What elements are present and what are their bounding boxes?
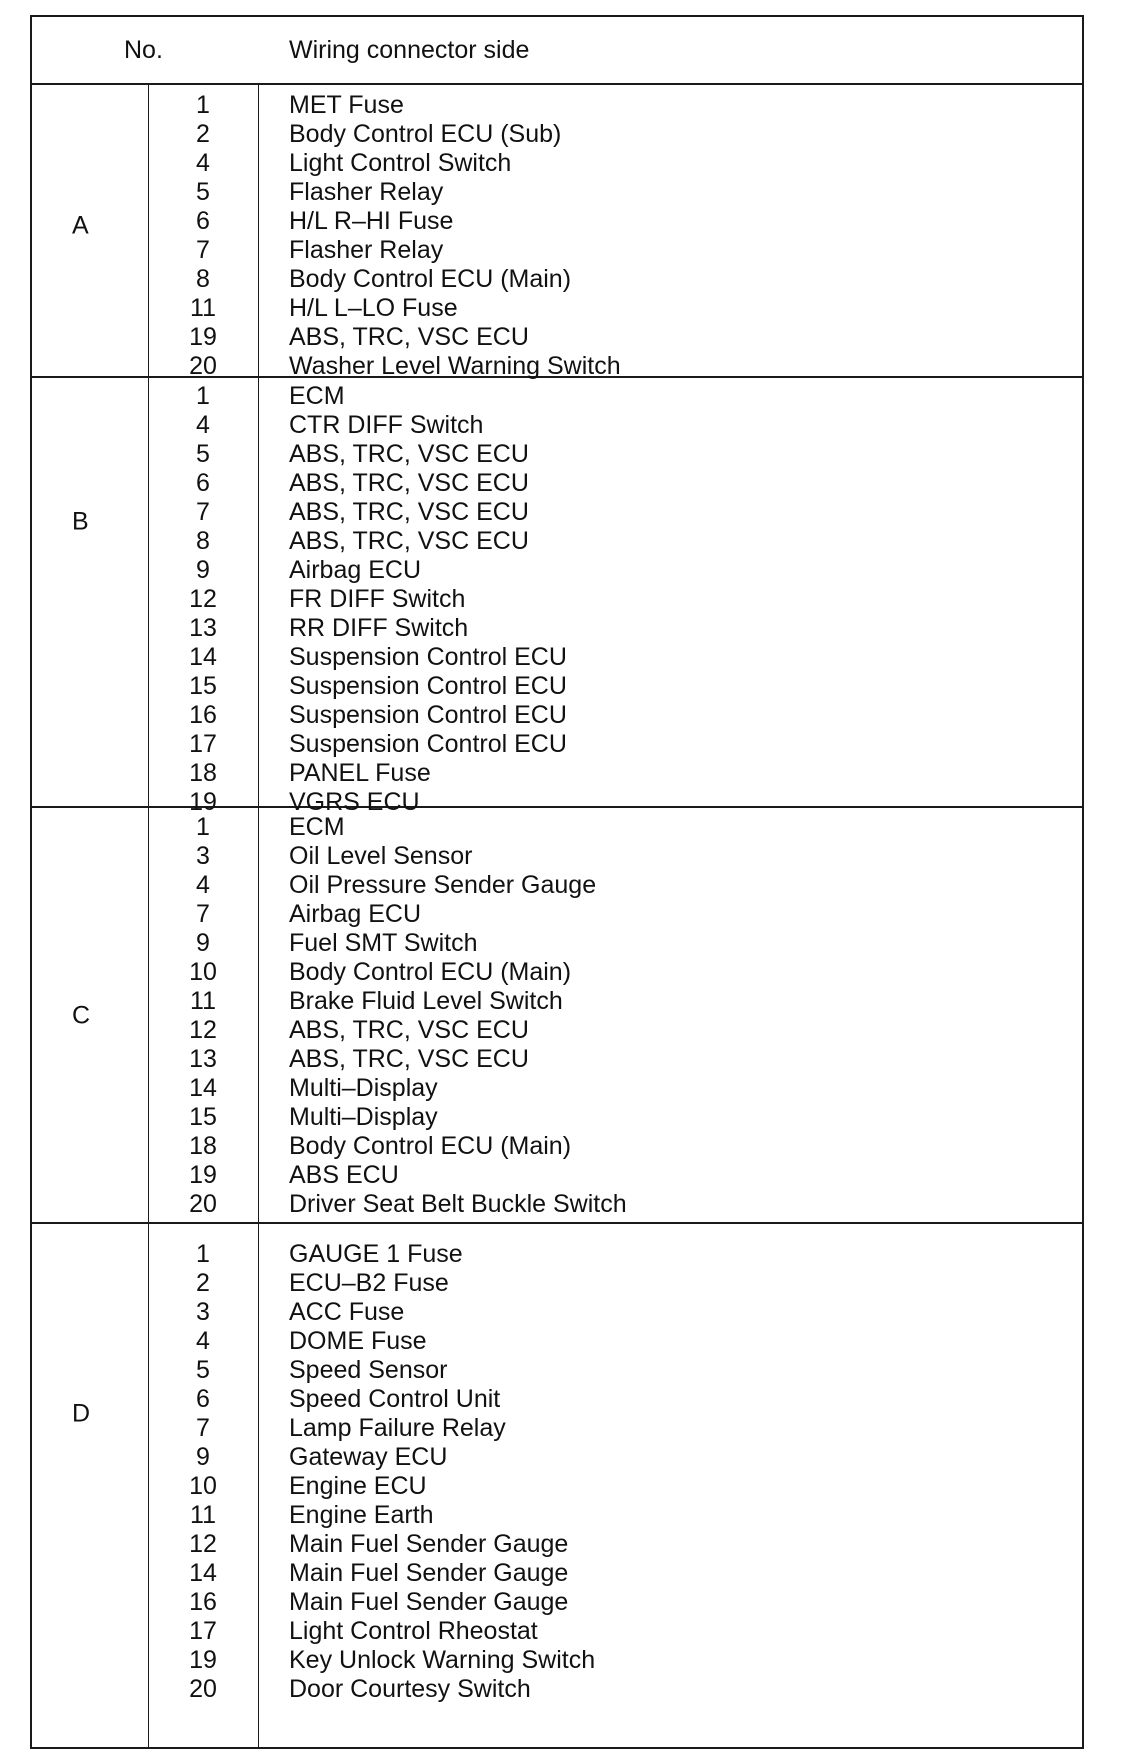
connector-name: Key Unlock Warning Switch — [289, 1646, 596, 1674]
connector-name: Body Control ECU (Sub) — [289, 120, 562, 148]
pin-number: 11 — [190, 987, 216, 1015]
table-row — [32, 643, 1082, 672]
table-row — [32, 498, 1082, 527]
table-row — [32, 1530, 1082, 1559]
pin-number: 14 — [189, 1074, 217, 1102]
pin-number: 20 — [189, 1675, 217, 1703]
pin-number: 10 — [189, 1472, 217, 1500]
table-row — [32, 1269, 1082, 1298]
pin-number: 12 — [189, 585, 217, 613]
pin-number: 6 — [196, 1385, 210, 1413]
pin-number: 8 — [196, 265, 210, 293]
table-row — [32, 842, 1082, 871]
pin-number: 7 — [196, 900, 210, 928]
table-row — [32, 1414, 1082, 1443]
table-row — [32, 759, 1082, 788]
table-header — [32, 17, 1082, 85]
pin-number: 1 — [196, 382, 210, 410]
connector-name: ABS, TRC, VSC ECU — [289, 1016, 529, 1044]
connector-name: Speed Sensor — [289, 1356, 448, 1384]
pin-number: 5 — [196, 440, 210, 468]
table-row — [32, 91, 1082, 120]
pin-number: 1 — [196, 1240, 210, 1268]
table-row — [32, 730, 1082, 759]
pin-number: 4 — [196, 871, 210, 899]
table-row — [32, 1190, 1082, 1219]
connector-name: Oil Pressure Sender Gauge — [289, 871, 597, 899]
pin-number: 15 — [189, 672, 217, 700]
section-rows — [32, 813, 1082, 1219]
section-rows — [32, 382, 1082, 817]
connector-name: ACC Fuse — [289, 1298, 405, 1326]
pin-number: 2 — [196, 120, 210, 148]
pin-number: 1 — [196, 91, 210, 119]
pin-number: 20 — [189, 1190, 217, 1218]
connector-name: Body Control ECU (Main) — [289, 958, 572, 986]
table-row — [32, 813, 1082, 842]
table-row — [32, 672, 1082, 701]
pin-number: 3 — [196, 1298, 210, 1326]
section-letter: D — [72, 1399, 91, 1428]
table-row — [32, 1559, 1082, 1588]
pin-number: 13 — [189, 1045, 217, 1073]
connector-name: Oil Level Sensor — [289, 842, 473, 870]
table-row — [32, 1385, 1082, 1414]
table-row — [32, 323, 1082, 352]
pin-number: 19 — [189, 788, 217, 816]
connector-name: ABS, TRC, VSC ECU — [289, 527, 529, 555]
connector-name: ABS, TRC, VSC ECU — [289, 440, 529, 468]
connector-name: ABS, TRC, VSC ECU — [289, 1045, 529, 1073]
pin-number: 5 — [196, 178, 210, 206]
table-row — [32, 1103, 1082, 1132]
connector-name: Suspension Control ECU — [289, 672, 567, 700]
pin-number: 13 — [189, 614, 217, 642]
table-row — [32, 1501, 1082, 1530]
table-row — [32, 701, 1082, 730]
pin-number: 16 — [189, 701, 217, 729]
connector-name: PANEL Fuse — [289, 759, 431, 787]
pin-number: 19 — [189, 1646, 217, 1674]
pin-number: 8 — [196, 527, 210, 555]
table-row — [32, 149, 1082, 178]
pin-number: 19 — [189, 1161, 217, 1189]
table-row — [32, 1472, 1082, 1501]
connector-name: ABS ECU — [289, 1161, 399, 1189]
table-row — [32, 1161, 1082, 1190]
pin-number: 12 — [189, 1530, 217, 1558]
table-row — [32, 1074, 1082, 1103]
connector-name: Flasher Relay — [289, 236, 444, 264]
section-d — [32, 1224, 1082, 1747]
connector-name: MET Fuse — [289, 91, 404, 119]
connector-name: Main Fuel Sender Gauge — [289, 1588, 569, 1616]
table-row — [32, 120, 1082, 149]
pin-number: 11 — [190, 1501, 216, 1529]
connector-name: Flasher Relay — [289, 178, 444, 206]
connector-name: Body Control ECU (Main) — [289, 1132, 572, 1160]
connector-name: Suspension Control ECU — [289, 730, 567, 758]
pin-number: 4 — [196, 1327, 210, 1355]
pin-number: 17 — [189, 730, 217, 758]
pin-number: 4 — [196, 411, 210, 439]
connector-name: H/L R–HI Fuse — [289, 207, 454, 235]
connector-name: ABS, TRC, VSC ECU — [289, 498, 529, 526]
connector-name: DOME Fuse — [289, 1327, 427, 1355]
connector-name: Fuel SMT Switch — [289, 929, 478, 957]
table-row — [32, 527, 1082, 556]
table-row — [32, 1617, 1082, 1646]
connector-name: RR DIFF Switch — [289, 614, 469, 642]
connector-name: ABS, TRC, VSC ECU — [289, 323, 529, 351]
table-row — [32, 929, 1082, 958]
table-row — [32, 1045, 1082, 1074]
connector-name: Main Fuel Sender Gauge — [289, 1530, 569, 1558]
section-letter: A — [72, 211, 89, 240]
connector-name: ECU–B2 Fuse — [289, 1269, 449, 1297]
connector-name: Multi–Display — [289, 1103, 438, 1131]
section-rows — [32, 91, 1082, 381]
connector-name: VGRS ECU — [289, 788, 420, 816]
pin-number: 14 — [189, 1559, 217, 1587]
connector-name: Driver Seat Belt Buckle Switch — [289, 1190, 627, 1218]
table-row — [32, 1132, 1082, 1161]
table-row — [32, 352, 1082, 381]
pin-number: 3 — [196, 842, 210, 870]
pin-number: 20 — [189, 352, 217, 380]
table-row — [32, 556, 1082, 585]
pin-number: 9 — [196, 1443, 210, 1471]
connector-name: Washer Level Warning Switch — [289, 352, 621, 380]
table-row — [32, 1356, 1082, 1385]
section-b — [32, 378, 1082, 816]
section-letter: B — [72, 507, 89, 536]
connector-name: Airbag ECU — [289, 900, 421, 928]
connector-name: FR DIFF Switch — [289, 585, 466, 613]
connector-name: ECM — [289, 813, 345, 841]
pin-number: 11 — [190, 294, 216, 322]
section-rows — [32, 1240, 1082, 1704]
connector-name: Brake Fluid Level Switch — [289, 987, 563, 1015]
connector-name: Body Control ECU (Main) — [289, 265, 572, 293]
table-row — [32, 1016, 1082, 1045]
connector-name: Lamp Failure Relay — [289, 1414, 506, 1442]
table-row — [32, 1240, 1082, 1269]
connector-name: Suspension Control ECU — [289, 701, 567, 729]
pin-number: 1 — [196, 813, 210, 841]
table-row — [32, 1327, 1082, 1356]
table-row — [32, 958, 1082, 987]
pin-number: 17 — [189, 1617, 217, 1645]
table-row — [32, 294, 1082, 323]
pin-number: 19 — [189, 323, 217, 351]
table-row — [32, 178, 1082, 207]
section-a — [32, 85, 1082, 378]
table-row — [32, 871, 1082, 900]
pin-number: 18 — [189, 759, 217, 787]
connector-name: GAUGE 1 Fuse — [289, 1240, 463, 1268]
pin-number: 9 — [196, 929, 210, 957]
table-row — [32, 1443, 1082, 1472]
connector-name: Airbag ECU — [289, 556, 421, 584]
connector-name: CTR DIFF Switch — [289, 411, 484, 439]
table-row — [32, 1588, 1082, 1617]
pin-number: 10 — [189, 958, 217, 986]
table-row — [32, 1646, 1082, 1675]
header-no-label: No. — [124, 36, 163, 64]
pin-number: 18 — [189, 1132, 217, 1160]
table-row — [32, 469, 1082, 498]
header-wiring-label: Wiring connector side — [289, 36, 530, 64]
connector-name: Door Courtesy Switch — [289, 1675, 531, 1703]
table-row — [32, 900, 1082, 929]
connector-name: Engine ECU — [289, 1472, 427, 1500]
connector-name: H/L L–LO Fuse — [289, 294, 458, 322]
pin-number: 6 — [196, 207, 210, 235]
table-row — [32, 236, 1082, 265]
table-row — [32, 614, 1082, 643]
table-row — [32, 1298, 1082, 1327]
table-row — [32, 382, 1082, 411]
connector-name: ECM — [289, 382, 345, 410]
pin-number: 16 — [189, 1588, 217, 1616]
pin-number: 2 — [196, 1269, 210, 1297]
table-row — [32, 1675, 1082, 1704]
table-row — [32, 207, 1082, 236]
pin-number: 6 — [196, 469, 210, 497]
connector-name: Speed Control Unit — [289, 1385, 501, 1413]
section-c — [32, 808, 1082, 1224]
connector-name: ABS, TRC, VSC ECU — [289, 469, 529, 497]
pin-number: 7 — [196, 236, 210, 264]
connector-name: Engine Earth — [289, 1501, 434, 1529]
table-row — [32, 987, 1082, 1016]
pin-number: 9 — [196, 556, 210, 584]
pin-number: 4 — [196, 149, 210, 177]
connector-name: Gateway ECU — [289, 1443, 448, 1471]
section-letter: C — [72, 1001, 91, 1030]
pin-number: 7 — [196, 498, 210, 526]
table-row — [32, 411, 1082, 440]
table-row — [32, 265, 1082, 294]
pin-number: 14 — [189, 643, 217, 671]
connector-name: Main Fuel Sender Gauge — [289, 1559, 569, 1587]
pin-number: 5 — [196, 1356, 210, 1384]
connector-name: Multi–Display — [289, 1074, 438, 1102]
pin-number: 12 — [189, 1016, 217, 1044]
connector-table — [30, 15, 1084, 1749]
connector-name: Light Control Switch — [289, 149, 512, 177]
pin-number: 15 — [189, 1103, 217, 1131]
connector-name: Light Control Rheostat — [289, 1617, 538, 1645]
table-row — [32, 585, 1082, 614]
table-row — [32, 440, 1082, 469]
connector-name: Suspension Control ECU — [289, 643, 567, 671]
pin-number: 7 — [196, 1414, 210, 1442]
